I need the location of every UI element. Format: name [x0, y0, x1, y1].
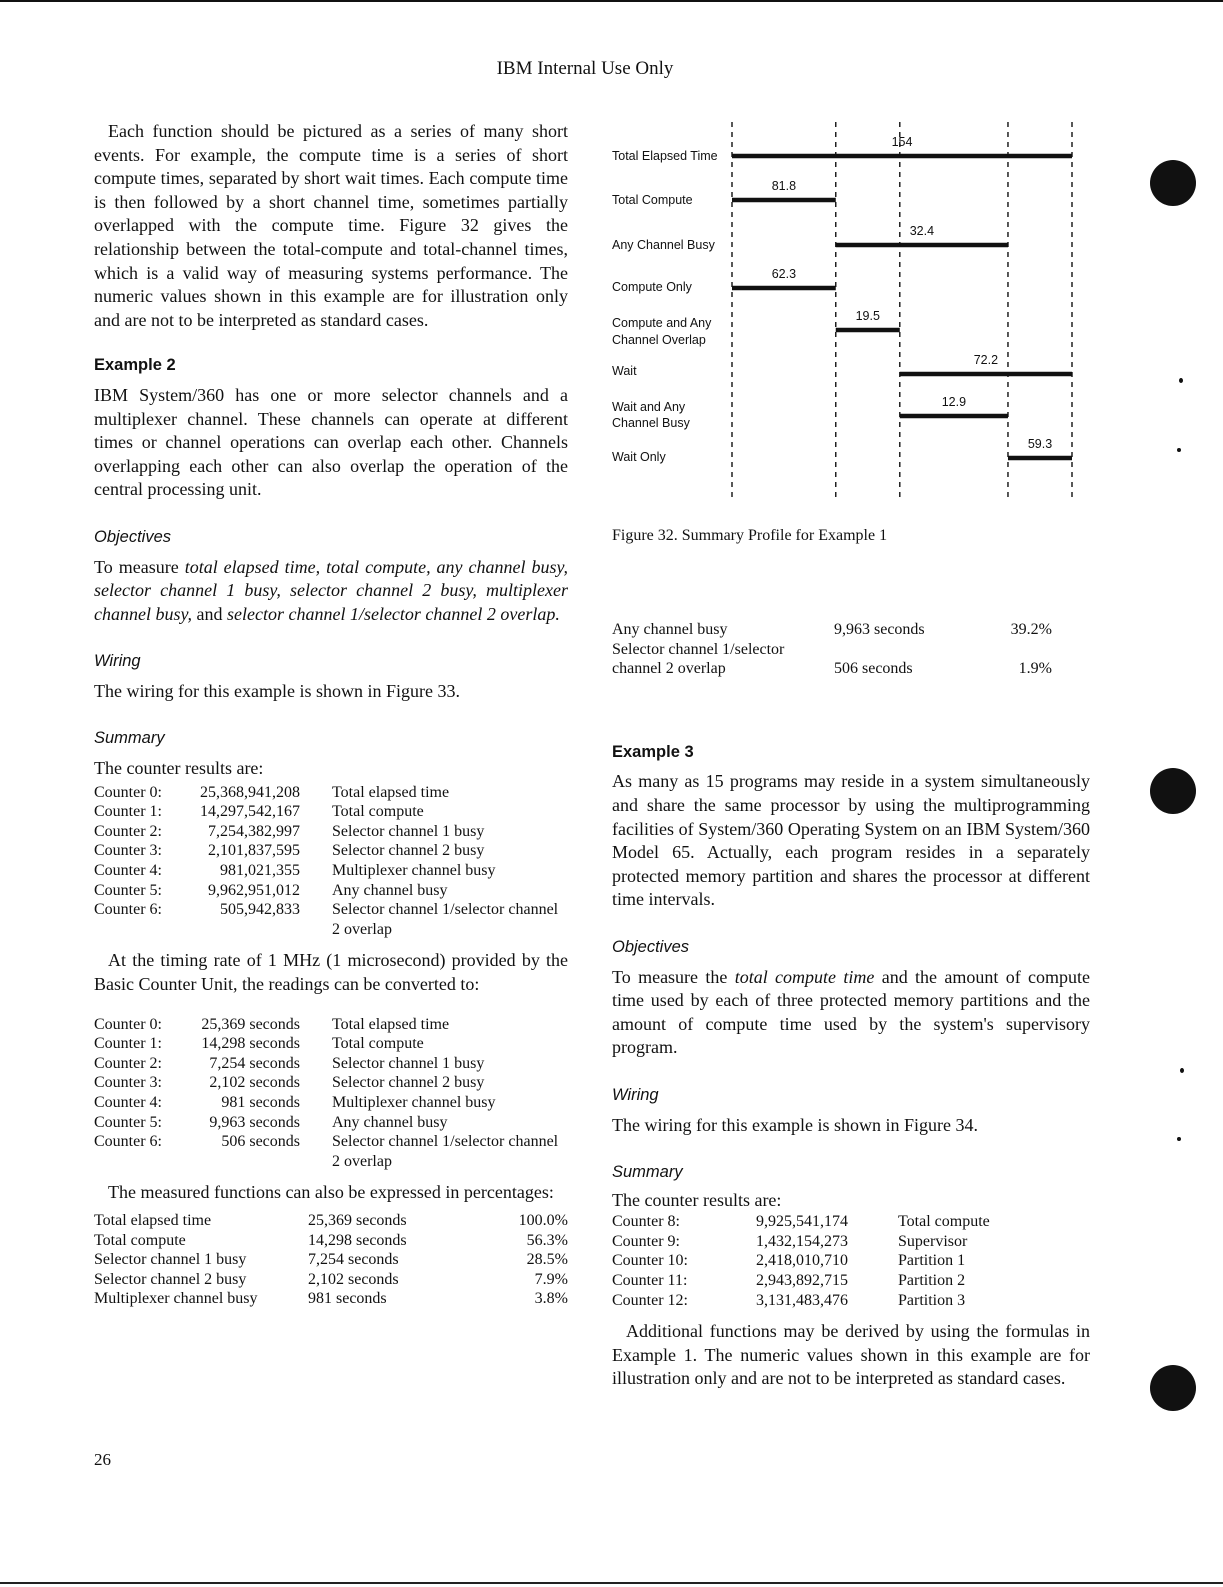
- cell-label: Counter 5:: [94, 1113, 162, 1131]
- cell-label: Counter 10:: [612, 1252, 688, 1270]
- table-row: [94, 1132, 568, 1171]
- objectives-prefix-right: To measure the: [612, 966, 728, 987]
- wiring-text-right: The wiring for this example is shown in Figure 34.: [612, 1114, 978, 1135]
- cell-label: Counter 12:: [612, 1291, 688, 1309]
- table-row: [94, 1093, 568, 1113]
- table-row: [94, 1073, 568, 1093]
- cell-label: Counter 4:: [94, 1093, 162, 1111]
- cell-pct: 3.8%: [534, 1290, 568, 1308]
- objectives-paragraph: [94, 556, 568, 627]
- cell-value: 25,369 seconds: [201, 1015, 300, 1033]
- right-column: [612, 620, 1090, 1391]
- table-row: [94, 861, 568, 881]
- speck: [1180, 1068, 1184, 1073]
- cell-desc: Selector channel 1 busy: [332, 822, 485, 840]
- cell-desc: Multiplexer channel busy: [332, 1093, 496, 1111]
- bar-value-label: 59.3: [1027, 437, 1053, 451]
- wiring-text: The wiring for this example is shown in Figure 33.: [94, 680, 460, 701]
- table-row: [612, 1212, 990, 1232]
- table-row: [94, 1211, 568, 1231]
- cell-label: Counter 0:: [94, 1015, 162, 1033]
- table-row: [94, 1015, 568, 1035]
- cell-desc: Selector channel 2 busy: [332, 1074, 485, 1092]
- cell-value: 7,254,382,997: [208, 822, 300, 840]
- cell-seconds: 981 seconds: [308, 1290, 387, 1308]
- bar-value-label: 12.9: [941, 395, 967, 409]
- cell-name: Selector channel 1 busy: [94, 1251, 247, 1269]
- summary-heading-right: Summary: [612, 1163, 683, 1182]
- row-label: Total Compute: [612, 193, 693, 207]
- bar-value-label: 19.5: [855, 309, 880, 323]
- table-row: [612, 1291, 990, 1311]
- cell-label: Counter 2:: [94, 1054, 162, 1072]
- figure-32-chart: [612, 118, 1082, 510]
- table-row: [612, 1251, 990, 1271]
- seconds-table: [94, 1015, 568, 1172]
- summary-intro: The counter results are:: [94, 758, 264, 779]
- cell-desc: Selector channel 1/selector channel 2 overlap: [332, 901, 559, 938]
- cell-value: 981,021,355: [220, 862, 300, 880]
- table-row: [94, 900, 568, 939]
- cell-label: Counter 6:: [94, 901, 162, 919]
- table-row: [94, 1289, 568, 1309]
- cell-value: 7,254 seconds: [209, 1054, 300, 1072]
- bottom-rule: [0, 1582, 1223, 1584]
- objectives-prefix: To measure: [94, 556, 179, 577]
- cell-desc: Total compute: [898, 1213, 990, 1231]
- cell-name: Multiplexer channel busy: [94, 1290, 258, 1308]
- page-header: IBM Internal Use Only: [496, 58, 674, 79]
- page-number: 26: [94, 1450, 111, 1469]
- percent-paragraph: The measured functions can also be expressed in percentages:: [108, 1182, 554, 1203]
- top-rule: [0, 0, 1223, 2]
- table-row: [94, 1034, 568, 1054]
- cell-desc: Partition 2: [898, 1272, 966, 1290]
- example2-paragraph: IBM System/360 has one or more selector channels and a multiplexer channel. These channels can operate at different times or channel operations can overlap each other. Channels overlapping each other can also overlap the operation of the central processing unit.: [94, 384, 568, 500]
- bar-value-label: 62.3: [771, 267, 797, 281]
- binder-hole: [1150, 1365, 1196, 1411]
- cell-desc: Total elapsed time: [332, 1015, 450, 1033]
- cell-value: 505,942,833: [220, 901, 300, 919]
- objectives-items: total elapsed time, total compute, any channel busy, selector channel 1 busy, selector channel 2 busy, multiplexer channel busy,: [94, 556, 568, 624]
- summary-intro-right: The counter results are:: [612, 1189, 782, 1210]
- counter-table-right: [612, 1212, 990, 1310]
- pct-name: Any channel busy: [612, 621, 728, 638]
- table-row: [94, 841, 568, 861]
- cell-value: 981 seconds: [221, 1093, 300, 1111]
- cell-label: Counter 5:: [94, 881, 162, 899]
- row-label: Wait Only: [612, 450, 666, 464]
- cell-label: Counter 9:: [612, 1232, 680, 1250]
- cell-desc: Selector channel 1 busy: [332, 1054, 485, 1072]
- objectives-rest-right: and the amount of compute time used by each of three protected memory partitions and the amount of compute time used by the system's supervisory program.: [612, 966, 1091, 1058]
- cell-label: Counter 2:: [94, 822, 162, 840]
- objectives-paragraph-right: [612, 966, 1090, 1060]
- objectives-heading-right: Objectives: [612, 937, 690, 956]
- cell-label: Counter 6:: [94, 1133, 162, 1151]
- bar-value-label: 154: [891, 135, 913, 149]
- cell-value: 2,943,892,715: [756, 1272, 848, 1290]
- figure-caption: Figure 32. Summary Profile for Example 1: [612, 527, 888, 544]
- speck: [1179, 378, 1183, 383]
- closing-paragraph: Additional functions may be derived by using the formulas in Example 1. The numeric values shown in this example are for illustration only and are not to be interpreted as standard cases.: [612, 1321, 1090, 1389]
- row-label: Total Elapsed Time: [612, 149, 718, 163]
- row-label: Compute and Any: [612, 316, 712, 330]
- cell-value: 2,418,010,710: [756, 1252, 848, 1270]
- cell-desc: Any channel busy: [332, 881, 448, 899]
- pct-value: 1.9%: [1018, 660, 1052, 678]
- row-label: Channel Busy: [612, 416, 690, 430]
- row-label: Wait: [612, 364, 637, 378]
- cell-label: Counter 3:: [94, 1074, 162, 1092]
- cell-desc: Supervisor: [898, 1232, 968, 1250]
- table-row: [612, 640, 1052, 679]
- cell-pct: 28.5%: [526, 1251, 568, 1269]
- timing-paragraph: At the timing rate of 1 MHz (1 microsecond) provided by the Basic Counter Unit, the readings can be converted to:: [94, 950, 568, 994]
- row-label: Any Channel Busy: [612, 238, 715, 252]
- bar-value-label: 32.4: [909, 224, 935, 238]
- cell-desc: Total compute: [332, 1035, 424, 1053]
- cell-value: 14,298 seconds: [201, 1035, 300, 1053]
- pct-seconds: 9,963 seconds: [834, 621, 925, 638]
- cell-label: Counter 11:: [612, 1272, 688, 1290]
- cell-value: 9,963 seconds: [209, 1113, 300, 1131]
- row-label: Channel Overlap: [612, 333, 706, 347]
- cell-desc: Total compute: [332, 803, 424, 821]
- intro-paragraph: Each function should be pictured as a series of many short events. For example, the compute time is a series of short compute times, separated by short wait times. Each compute time is then followed by a short channel time, sometimes partially overlapped with the compute time. Figure 32 gives the relationship between the total-compute and total-channel times, which is a valid way of measuring systems performance. The numeric values shown in this example are for illustration only and are not to be interpreted as standard cases.: [94, 121, 568, 330]
- objectives-and: and: [196, 603, 223, 624]
- cell-desc: Selector channel 2 busy: [332, 842, 485, 860]
- pct-seconds: 506 seconds: [834, 660, 913, 678]
- percent-table: [94, 1211, 568, 1309]
- table-row: [612, 1232, 990, 1252]
- objectives-italic-right: total compute time: [734, 966, 875, 987]
- example2-heading: Example 2: [94, 356, 176, 375]
- cell-value: 2,101,837,595: [208, 842, 300, 860]
- cell-value: 9,962,951,012: [208, 881, 300, 899]
- table-row: [94, 1250, 568, 1270]
- cell-desc: Partition 3: [898, 1291, 966, 1309]
- cell-seconds: 2,102 seconds: [308, 1270, 399, 1288]
- cell-pct: 100.0%: [518, 1211, 568, 1229]
- cell-pct: 7.9%: [534, 1270, 568, 1288]
- table-row: [94, 1270, 568, 1290]
- example3-paragraph: As many as 15 programs may reside in a system simultaneously and share the same processor by using the multiprogramming facilities of System/360 Operating System on an IBM System/360 Model 65. Actually, each program resides in a separately protected memory partition and shares the processor at different time intervals.: [612, 771, 1090, 910]
- objectives-last: selector channel 1/selector channel 2 overlap.: [226, 603, 560, 624]
- speck: [1177, 1137, 1181, 1141]
- speck: [1177, 448, 1181, 452]
- cell-seconds: 7,254 seconds: [308, 1251, 399, 1269]
- table-row: [94, 1231, 568, 1251]
- binder-hole: [1150, 160, 1196, 206]
- counter-table: [94, 783, 568, 940]
- bar-value-label: 72.2: [973, 353, 999, 367]
- cell-desc: Total elapsed time: [332, 783, 450, 801]
- cell-desc: Multiplexer channel busy: [332, 862, 496, 880]
- table-row: [612, 1271, 990, 1291]
- cell-label: Counter 3:: [94, 842, 162, 860]
- percent-table-continued: [612, 620, 1052, 679]
- cell-label: Counter 0:: [94, 783, 162, 801]
- cell-value: 1,432,154,273: [756, 1232, 848, 1250]
- cell-name: Total elapsed time: [94, 1211, 212, 1229]
- cell-seconds: 14,298 seconds: [308, 1231, 407, 1249]
- table-row: [94, 822, 568, 842]
- bar-value-label: 81.8: [771, 179, 797, 193]
- cell-label: Counter 1:: [94, 803, 162, 821]
- summary-heading: Summary: [94, 729, 165, 748]
- table-row: [94, 1054, 568, 1074]
- row-label: Wait and Any: [612, 400, 686, 414]
- example3-heading: Example 3: [612, 742, 694, 761]
- table-row: [94, 783, 568, 803]
- cell-label: Counter 1:: [94, 1035, 162, 1053]
- pct-name: Selector channel 1/selector channel 2 overlap: [612, 640, 785, 678]
- cell-desc: Any channel busy: [332, 1113, 448, 1131]
- table-row: [94, 1113, 568, 1133]
- cell-value: 25,368,941,208: [200, 783, 300, 801]
- cell-desc: Partition 1: [898, 1252, 966, 1270]
- table-row: [612, 620, 1052, 640]
- left-column: [94, 120, 568, 1309]
- cell-value: 9,925,541,174: [756, 1213, 848, 1231]
- cell-name: Total compute: [94, 1231, 186, 1249]
- cell-value: 3,131,483,476: [756, 1291, 848, 1309]
- table-row: [94, 881, 568, 901]
- cell-label: Counter 4:: [94, 862, 162, 880]
- wiring-heading-right: Wiring: [612, 1085, 659, 1104]
- pct-value: 39.2%: [1010, 621, 1052, 638]
- row-label: Compute Only: [612, 280, 692, 294]
- cell-pct: 56.3%: [526, 1231, 568, 1249]
- objectives-heading: Objectives: [94, 527, 172, 546]
- cell-desc: Selector channel 1/selector channel 2 overlap: [332, 1133, 559, 1170]
- cell-name: Selector channel 2 busy: [94, 1270, 247, 1288]
- table-row: [94, 802, 568, 822]
- binder-hole: [1150, 768, 1196, 814]
- cell-value: 14,297,542,167: [200, 803, 300, 821]
- cell-value: 2,102 seconds: [209, 1074, 300, 1092]
- cell-seconds: 25,369 seconds: [308, 1211, 407, 1229]
- wiring-heading: Wiring: [94, 652, 141, 671]
- cell-value: 506 seconds: [221, 1133, 300, 1151]
- cell-label: Counter 8:: [612, 1213, 680, 1231]
